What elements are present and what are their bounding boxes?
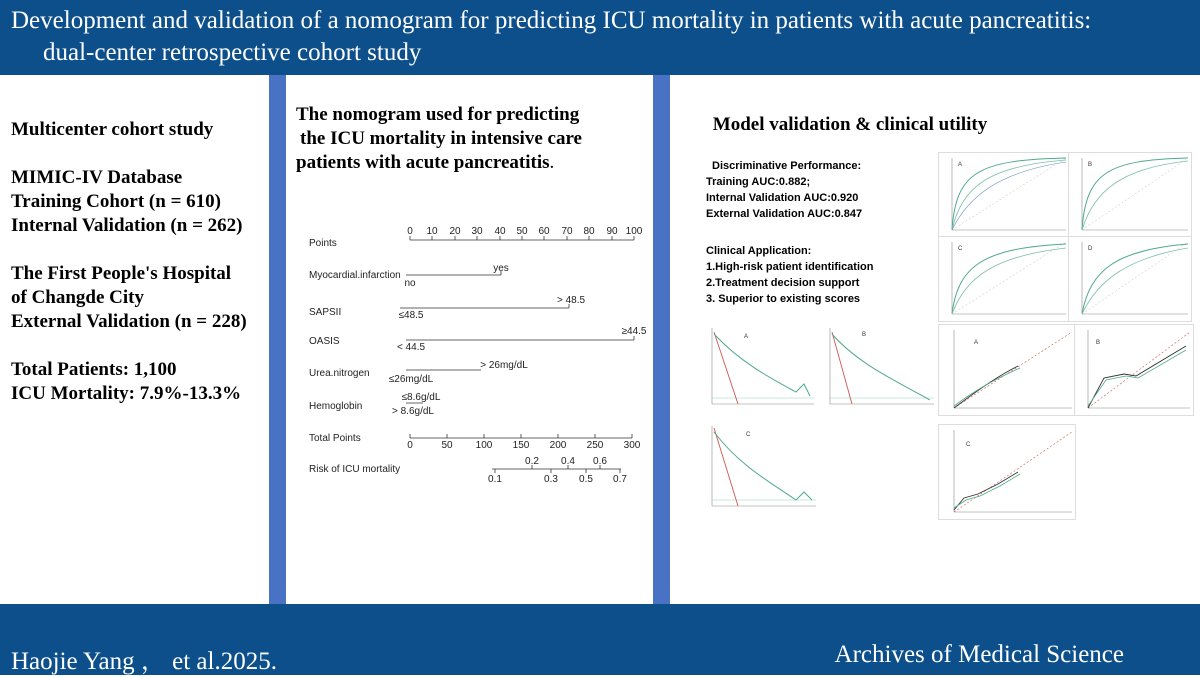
urea-high-label: > 26mg/dL bbox=[480, 360, 528, 371]
risk-tick-0.2: 0.2 bbox=[525, 456, 539, 467]
footer-banner bbox=[0, 604, 1200, 675]
points-tick-40: 40 bbox=[494, 226, 506, 237]
discriminative-performance bbox=[706, 158, 862, 222]
dca-panel-a bbox=[700, 322, 818, 416]
total-tick-300: 300 bbox=[623, 440, 641, 451]
divider-left bbox=[269, 75, 286, 604]
dca-b-label: B bbox=[862, 332, 867, 338]
dca-panel-b bbox=[818, 322, 938, 416]
poster-title-line2: dual-center retrospective cohort study bbox=[43, 39, 422, 66]
points-tick-0: 0 bbox=[407, 226, 413, 237]
nomogram-row-sapsii: SAPSII bbox=[309, 307, 342, 318]
roc-c-label: C bbox=[958, 246, 963, 252]
nomogram-heading-line3: patients with acute pancreatitis bbox=[296, 152, 550, 173]
total-tick-150: 150 bbox=[512, 440, 530, 451]
nomogram-row-urea: Urea.nitrogen bbox=[309, 368, 370, 379]
mi-yes-label: yes bbox=[493, 263, 509, 274]
internal-validation: Internal Validation (n = 262) bbox=[11, 215, 243, 236]
points-tick-20: 20 bbox=[449, 226, 461, 237]
calibration-panel-b bbox=[1074, 324, 1194, 416]
risk-tick-0.5: 0.5 bbox=[579, 474, 593, 485]
nomogram-row-total: Total Points bbox=[309, 433, 361, 444]
roc-d-label: D bbox=[1088, 246, 1093, 252]
total-tick-250: 250 bbox=[586, 440, 604, 451]
points-tick-60: 60 bbox=[538, 226, 550, 237]
perf-external: External Validation AUC:0.847 bbox=[706, 208, 863, 220]
points-tick-70: 70 bbox=[561, 226, 573, 237]
roc-panel-c bbox=[938, 236, 1070, 322]
cal-c-label: C bbox=[966, 442, 971, 448]
divider-right bbox=[653, 75, 670, 604]
nomogram-heading-period: . bbox=[549, 152, 555, 173]
cal-b-label: B bbox=[1096, 340, 1101, 346]
hgb-high-label: > 8.6g/dL bbox=[392, 406, 434, 417]
nomogram-row-risk: Risk of ICU mortality bbox=[309, 464, 401, 475]
study-type: Multicenter cohort study bbox=[11, 119, 214, 140]
clin-item-2: 2.Treatment decision support bbox=[706, 277, 860, 289]
perf-heading: Discriminative Performance: bbox=[712, 160, 862, 172]
calibration-panel-a bbox=[938, 324, 1076, 416]
total-tick-0: 0 bbox=[407, 440, 413, 451]
clin-heading: Clinical Application: bbox=[706, 245, 812, 257]
clinical-application bbox=[706, 243, 873, 307]
total-tick-50: 50 bbox=[441, 440, 453, 451]
points-tick-80: 80 bbox=[583, 226, 595, 237]
points-tick-90: 90 bbox=[606, 226, 618, 237]
perf-training: Training AUC:0.882; bbox=[706, 176, 811, 188]
icu-mortality: ICU Mortality: 7.9%-13.3% bbox=[11, 383, 242, 404]
roc-b-label: B bbox=[1088, 162, 1093, 168]
oasis-high-label: ≥44.5 bbox=[621, 326, 647, 337]
risk-tick-0.3: 0.3 bbox=[544, 474, 558, 485]
nomogram-heading bbox=[296, 103, 636, 175]
total-patients: Total Patients: 1,100 bbox=[11, 359, 177, 380]
sapsii-low-label: ≤48.5 bbox=[398, 310, 424, 321]
database-name: MIMIC-IV Database bbox=[11, 167, 183, 188]
header-banner bbox=[0, 0, 1200, 75]
roc-panel-a bbox=[938, 152, 1070, 238]
study-summary bbox=[11, 118, 266, 406]
validation-heading: Model validation & clinical utility bbox=[712, 114, 988, 135]
risk-tick-0.1: 0.1 bbox=[488, 474, 502, 485]
mi-no-label: no bbox=[404, 278, 416, 289]
roc-panel-d bbox=[1068, 236, 1192, 322]
nomogram-figure bbox=[296, 222, 648, 486]
urea-low-label: ≤26mg/dL bbox=[388, 374, 434, 385]
nomogram-row-mi: Myocardial.infarction bbox=[309, 270, 401, 281]
risk-tick-0.6: 0.6 bbox=[593, 456, 607, 467]
points-tick-100: 100 bbox=[625, 226, 643, 237]
roc-panel-b bbox=[1068, 152, 1192, 238]
points-tick-10: 10 bbox=[426, 226, 438, 237]
clin-item-1: 1.High-risk patient identification bbox=[706, 261, 874, 273]
footer-journal: Archives of Medical Science bbox=[834, 641, 1124, 668]
total-tick-200: 200 bbox=[549, 440, 567, 451]
nomogram-row-points: Points bbox=[309, 238, 337, 249]
external-validation: External Validation (n = 228) bbox=[11, 311, 247, 332]
sapsii-high-label: > 48.5 bbox=[556, 295, 586, 306]
points-tick-50: 50 bbox=[516, 226, 528, 237]
clin-item-3: 3. Superior to existing scores bbox=[706, 293, 861, 305]
nomogram-row-oasis: OASIS bbox=[309, 336, 340, 347]
risk-tick-0.7: 0.7 bbox=[613, 474, 627, 485]
training-cohort: Training Cohort (n = 610) bbox=[11, 191, 221, 212]
poster-title-line1: Development and validation of a nomogram for predicting ICU mortality in patients with acute pancreatitis: bbox=[11, 7, 1092, 34]
total-tick-100: 100 bbox=[475, 440, 493, 451]
hospital-name-line2: of Changde City bbox=[11, 287, 145, 308]
hospital-name-line1: The First People's Hospital bbox=[11, 263, 232, 284]
dca-panel-c bbox=[700, 420, 820, 516]
cal-a-label: A bbox=[974, 340, 979, 346]
nomogram-heading-line2: the ICU mortality in intensive care bbox=[300, 128, 582, 149]
points-tick-30: 30 bbox=[471, 226, 483, 237]
perf-internal: Internal Validation AUC:0.920 bbox=[706, 192, 859, 204]
oasis-low-label: < 44.5 bbox=[396, 342, 426, 353]
footer-authors: Haojie Yang ， et al.2025. bbox=[11, 648, 277, 675]
nomogram-row-hemoglobin: Hemoglobin bbox=[309, 401, 363, 412]
roc-a-label: A bbox=[958, 162, 963, 168]
dca-c-label: C bbox=[746, 432, 751, 438]
nomogram-heading-line1: The nomogram used for predicting bbox=[296, 104, 580, 125]
hgb-low-label: ≤8.6g/dL bbox=[401, 392, 441, 403]
calibration-panel-c bbox=[938, 424, 1076, 520]
dca-a-label: A bbox=[744, 334, 749, 340]
risk-tick-0.4: 0.4 bbox=[561, 456, 575, 467]
